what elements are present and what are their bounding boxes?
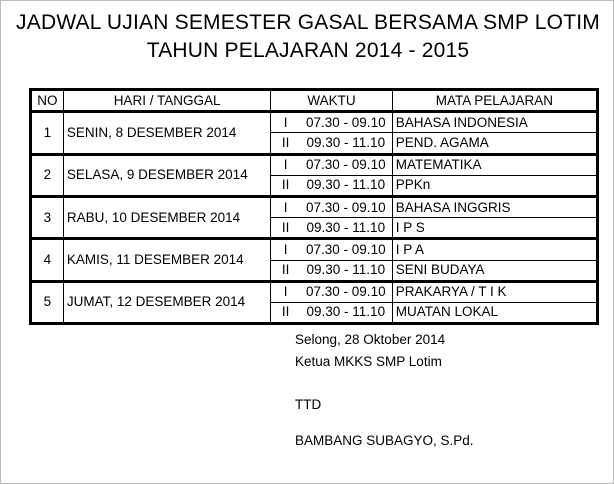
session-time: 09.30 - 11.10 xyxy=(300,302,392,323)
session-number: II xyxy=(271,218,300,239)
session-time: 07.30 - 09.10 xyxy=(300,239,392,260)
session-number: II xyxy=(271,260,300,281)
session-number: II xyxy=(271,175,300,196)
table-row xyxy=(31,112,598,133)
session-time: 07.30 - 09.10 xyxy=(300,154,392,175)
document-subtitle: TAHUN PELAJARAN 2014 - 2015 xyxy=(146,39,470,62)
header-subject: MATA PELAJARAN xyxy=(392,90,597,112)
day-number: 1 xyxy=(31,112,64,154)
session-time: 07.30 - 09.10 xyxy=(300,196,392,217)
session-number: I xyxy=(271,112,300,133)
session-subject: PEND. AGAMA xyxy=(392,133,597,154)
footer-signature: TTD xyxy=(295,397,322,412)
header-day: HARI / TANGGAL xyxy=(63,90,270,112)
day-date: SELASA, 9 DESEMBER 2014 xyxy=(63,154,270,196)
day-number: 4 xyxy=(31,239,64,281)
footer-position: Ketua MKKS SMP Lotim xyxy=(295,354,442,369)
table-row xyxy=(31,154,598,175)
day-number: 2 xyxy=(31,154,64,196)
day-number: 3 xyxy=(31,196,64,238)
session-number: I xyxy=(271,281,300,302)
session-number: II xyxy=(271,133,300,154)
session-time: 09.30 - 11.10 xyxy=(300,133,392,154)
session-time: 09.30 - 11.10 xyxy=(300,218,392,239)
day-date: RABU, 10 DESEMBER 2014 xyxy=(63,196,270,238)
session-subject: I P S xyxy=(392,218,597,239)
day-date: JUMAT, 12 DESEMBER 2014 xyxy=(63,281,270,323)
header-time: WAKTU xyxy=(271,90,392,112)
footer-signer-name: BAMBANG SUBAGYO, S.Pd. xyxy=(295,433,474,448)
schedule-body xyxy=(31,112,598,324)
session-time: 09.30 - 11.10 xyxy=(300,175,392,196)
session-time: 07.30 - 09.10 xyxy=(300,281,392,302)
session-subject: I P A xyxy=(392,239,597,260)
schedule-table xyxy=(29,88,599,325)
table-row xyxy=(31,281,598,302)
session-subject: BAHASA INDONESIA xyxy=(392,112,597,133)
session-time: 07.30 - 09.10 xyxy=(300,112,392,133)
session-number: I xyxy=(271,196,300,217)
day-date: KAMIS, 11 DESEMBER 2014 xyxy=(63,239,270,281)
session-subject: MATEMATIKA xyxy=(392,154,597,175)
table-row xyxy=(31,239,598,260)
header-no: NO xyxy=(31,90,64,112)
session-number: II xyxy=(271,302,300,323)
session-subject: SENI BUDAYA xyxy=(392,260,597,281)
session-subject: PRAKARYA / T I K xyxy=(392,281,597,302)
document-title: JADWAL UJIAN SEMESTER GASAL BERSAMA SMP LOTIM xyxy=(16,11,600,34)
session-number: I xyxy=(271,239,300,260)
session-subject: MUATAN LOKAL xyxy=(392,302,597,323)
session-subject: BAHASA INGGRIS xyxy=(392,196,597,217)
session-subject: PPKn xyxy=(392,175,597,196)
day-date: SENIN, 8 DESEMBER 2014 xyxy=(63,112,270,154)
table-header-row xyxy=(31,90,598,112)
footer-place-date: Selong, 28 Oktober 2014 xyxy=(295,332,446,347)
session-number: I xyxy=(271,154,300,175)
table-row xyxy=(31,196,598,217)
day-number: 5 xyxy=(31,281,64,323)
session-time: 09.30 - 11.10 xyxy=(300,260,392,281)
